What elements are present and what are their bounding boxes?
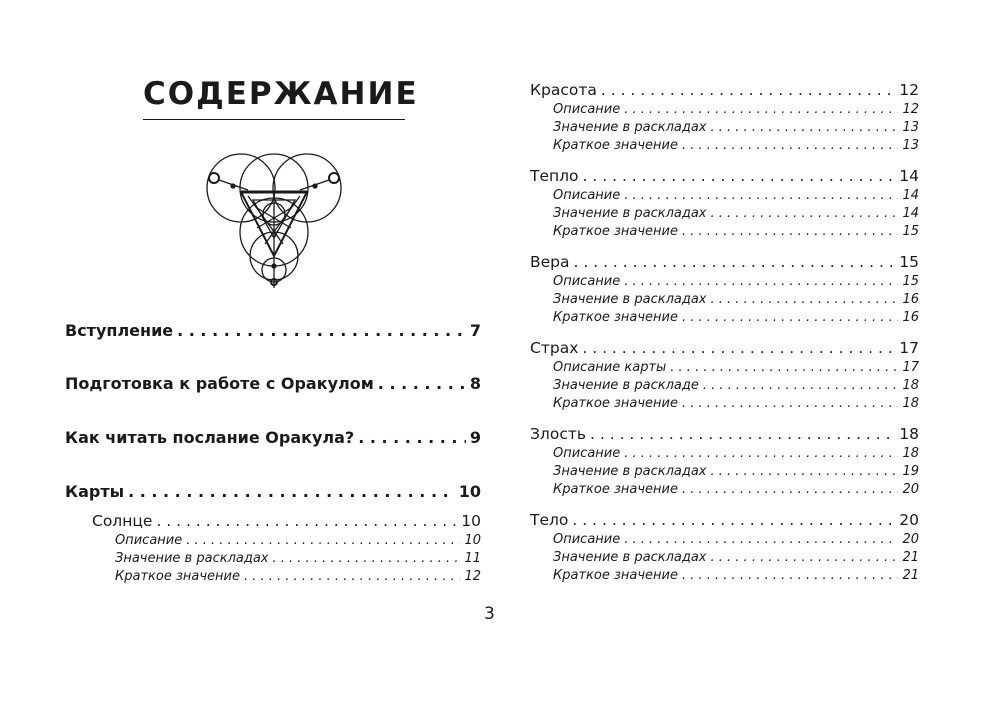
dot-leader bbox=[244, 569, 460, 584]
dot-leader bbox=[711, 206, 899, 221]
toc-entry-label: Вера bbox=[530, 253, 570, 271]
toc-item[interactable] bbox=[553, 396, 919, 411]
toc-item[interactable] bbox=[553, 378, 919, 393]
dot-leader bbox=[703, 378, 899, 393]
page-number: 3 bbox=[484, 604, 495, 624]
dot-leader bbox=[682, 568, 898, 583]
toc-entry-page: 14 bbox=[899, 167, 919, 185]
toc-entry-page: 21 bbox=[902, 568, 919, 583]
toc-subentry[interactable] bbox=[530, 253, 919, 271]
dot-leader bbox=[273, 551, 461, 566]
toc-entry-page: 18 bbox=[902, 378, 919, 393]
dot-leader bbox=[590, 425, 895, 443]
toc-entry-page: 14 bbox=[902, 188, 919, 203]
toc-subentry[interactable] bbox=[530, 511, 919, 529]
toc-entry-label: Описание bbox=[553, 274, 621, 289]
dot-leader bbox=[583, 167, 896, 185]
toc-item[interactable] bbox=[553, 360, 919, 375]
toc-entry-label: Описание bbox=[553, 532, 621, 547]
toc-entry-label: Описание bbox=[553, 188, 621, 203]
toc-item[interactable] bbox=[115, 533, 481, 548]
toc-entry-label: Краткое значение bbox=[553, 396, 678, 411]
toc-entry-label: Значение в раскладе bbox=[553, 378, 699, 393]
toc-entry-page: 18 bbox=[899, 425, 919, 443]
toc-entry-label: Подготовка к работе с Оракулом bbox=[65, 374, 374, 393]
toc-entry-page: 12 bbox=[899, 81, 919, 99]
dot-leader bbox=[156, 512, 457, 530]
toc-entry-label: Описание bbox=[553, 102, 621, 117]
toc-entry-page: 20 bbox=[899, 511, 919, 529]
toc-entry-page: 20 bbox=[902, 532, 919, 547]
toc-entry-page: 16 bbox=[902, 310, 919, 325]
toc-item[interactable] bbox=[553, 138, 919, 153]
toc-entry-page: 13 bbox=[902, 120, 919, 135]
dot-leader bbox=[711, 120, 899, 135]
toc-entry-page: 10 bbox=[461, 512, 481, 530]
toc-item[interactable] bbox=[553, 482, 919, 497]
toc-entry-page: 9 bbox=[469, 428, 481, 447]
toc-subentry[interactable] bbox=[530, 167, 919, 185]
toc-entry-label: Значение в раскладах bbox=[553, 120, 707, 135]
toc-entry-page: 19 bbox=[902, 464, 919, 479]
page-title: СОДЕРЖАНИЕ bbox=[143, 76, 419, 112]
dot-leader bbox=[711, 292, 899, 307]
dot-leader bbox=[624, 274, 898, 289]
toc-entry-page: 13 bbox=[902, 138, 919, 153]
toc-entry-label: Как читать послание Оракула? bbox=[65, 428, 355, 447]
toc-entry-page: 11 bbox=[464, 551, 481, 566]
toc-item[interactable] bbox=[553, 224, 919, 239]
dot-leader bbox=[682, 396, 898, 411]
toc-item[interactable] bbox=[553, 568, 919, 583]
toc-entry-label: Краткое значение bbox=[553, 568, 678, 583]
toc-entry-label: Вступление bbox=[65, 321, 174, 340]
dot-leader bbox=[624, 188, 898, 203]
dot-leader bbox=[682, 310, 898, 325]
toc-entry-label: Описание bbox=[553, 446, 621, 461]
toc-entry-label: Значение в раскладах bbox=[553, 292, 707, 307]
title-underline bbox=[143, 119, 405, 120]
toc-item[interactable] bbox=[115, 551, 481, 566]
toc-entry[interactable] bbox=[65, 374, 481, 393]
sacred-geometry-emblem-icon bbox=[203, 148, 345, 294]
toc-item[interactable] bbox=[553, 102, 919, 117]
toc-entry-label: Злость bbox=[530, 425, 587, 443]
toc-entry-label: Краткое значение bbox=[553, 224, 678, 239]
toc-entry-label: Краткое значение bbox=[115, 569, 240, 584]
toc-entry[interactable] bbox=[65, 482, 481, 501]
dot-leader bbox=[624, 532, 898, 547]
toc-item[interactable] bbox=[553, 464, 919, 479]
toc-entry-label: Тело bbox=[530, 511, 569, 529]
toc-entry-page: 21 bbox=[902, 550, 919, 565]
toc-entry-page: 17 bbox=[899, 339, 919, 357]
dot-leader bbox=[572, 511, 895, 529]
toc-entry-page: 8 bbox=[469, 374, 481, 393]
toc-entry[interactable] bbox=[65, 321, 481, 340]
toc-item[interactable] bbox=[553, 274, 919, 289]
toc-subentry[interactable] bbox=[530, 339, 919, 357]
toc-entry-label: Тепло bbox=[530, 167, 579, 185]
toc-entry-page: 17 bbox=[902, 360, 919, 375]
toc-entry-page: 10 bbox=[458, 482, 481, 501]
toc-entry-label: Краткое значение bbox=[553, 310, 678, 325]
dot-leader bbox=[574, 253, 896, 271]
dot-leader bbox=[186, 533, 460, 548]
toc-item[interactable] bbox=[553, 446, 919, 461]
toc-entry-page: 12 bbox=[902, 102, 919, 117]
toc-subentry[interactable] bbox=[530, 425, 919, 443]
toc-entry-page: 14 bbox=[902, 206, 919, 221]
toc-entry-page: 12 bbox=[464, 569, 481, 584]
dot-leader bbox=[624, 446, 898, 461]
dot-leader bbox=[128, 482, 455, 501]
toc-entry-page: 16 bbox=[902, 292, 919, 307]
toc-subentry[interactable] bbox=[530, 81, 919, 99]
dot-leader bbox=[582, 339, 895, 357]
dot-leader bbox=[177, 321, 466, 340]
toc-item[interactable] bbox=[115, 569, 481, 584]
toc-entry-label: Значение в раскладах bbox=[115, 551, 269, 566]
toc-entry-page: 18 bbox=[902, 446, 919, 461]
dot-leader bbox=[378, 374, 466, 393]
toc-entry-label: Красота bbox=[530, 81, 597, 99]
toc-entry-label: Значение в раскладах bbox=[553, 464, 707, 479]
toc-item[interactable] bbox=[553, 550, 919, 565]
toc-item[interactable] bbox=[553, 188, 919, 203]
toc-item[interactable] bbox=[553, 532, 919, 547]
toc-entry-label: Краткое значение bbox=[553, 482, 678, 497]
toc-item[interactable] bbox=[553, 120, 919, 135]
toc-entry-page: 7 bbox=[469, 321, 481, 340]
dot-leader bbox=[682, 138, 898, 153]
dot-leader bbox=[670, 360, 898, 375]
dot-leader bbox=[601, 81, 895, 99]
toc-entry-page: 18 bbox=[902, 396, 919, 411]
toc-entry-label: Значение в раскладах bbox=[553, 550, 707, 565]
toc-item[interactable] bbox=[553, 310, 919, 325]
toc-entry-label: Страх bbox=[530, 339, 579, 357]
dot-leader bbox=[682, 224, 898, 239]
toc-entry-page: 10 bbox=[464, 533, 481, 548]
toc-entry-page: 15 bbox=[902, 224, 919, 239]
dot-leader bbox=[358, 428, 466, 447]
toc-entry-page: 20 bbox=[902, 482, 919, 497]
toc-entry-label: Описание карты bbox=[553, 360, 667, 375]
toc-entry-label: Краткое значение bbox=[553, 138, 678, 153]
dot-leader bbox=[711, 550, 899, 565]
toc-entry-page: 15 bbox=[902, 274, 919, 289]
toc-entry-label: Описание bbox=[115, 533, 183, 548]
toc-subentry[interactable] bbox=[92, 512, 481, 530]
dot-leader bbox=[624, 102, 898, 117]
toc-entry-label: Значение в раскладах bbox=[553, 206, 707, 221]
dot-leader bbox=[711, 464, 899, 479]
toc-item[interactable] bbox=[553, 292, 919, 307]
toc-entry[interactable] bbox=[65, 428, 481, 447]
dot-leader bbox=[682, 482, 898, 497]
toc-item[interactable] bbox=[553, 206, 919, 221]
toc-entry-page: 15 bbox=[899, 253, 919, 271]
toc-entry-label: Солнце bbox=[92, 512, 153, 530]
toc-entry-label: Карты bbox=[65, 482, 125, 501]
